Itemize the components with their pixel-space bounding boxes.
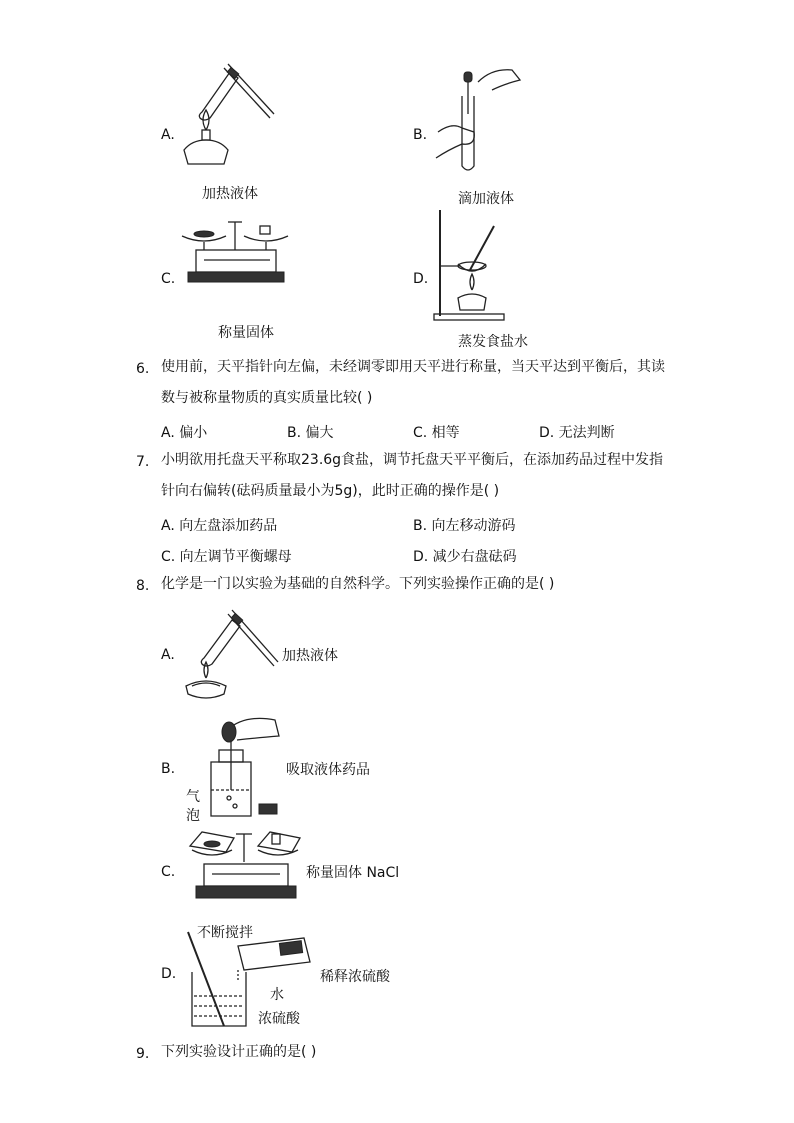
q6-choice-b: B. 偏大 xyxy=(287,425,334,441)
q8-option-b-letter: B. xyxy=(161,761,176,777)
dropping-liquid-icon xyxy=(432,62,532,180)
q6-text-line1: 使用前，天平指针向左偏，未经调零即用天平进行称量，当天平达到平衡后，其读 xyxy=(161,359,665,375)
q6-text-line2: 数与被称量物质的真实质量比较( ) xyxy=(161,390,373,406)
q8-number: 8. xyxy=(136,578,150,594)
balance-icon xyxy=(186,828,304,910)
q5-option-d-caption: 蒸发食盐水 xyxy=(458,334,528,350)
q8-option-c-label: 称量固体 NaCl xyxy=(306,865,400,881)
q6-choice-a: A. 偏小 xyxy=(161,425,208,441)
q8-option-d-note-acid: 浓硫酸 xyxy=(258,1011,300,1027)
q5-option-c-caption: 称量固体 xyxy=(218,325,274,341)
q7-choice-a: A. 向左盘添加药品 xyxy=(161,518,278,534)
q8-option-a-letter: A. xyxy=(161,647,175,663)
heating-liquid-icon xyxy=(180,62,280,172)
q5-option-c-letter: C. xyxy=(161,271,176,287)
heating-liquid-icon xyxy=(182,606,282,702)
q7-text-line2: 针向右偏转(砝码质量最小为5g)，此时正确的操作是( ) xyxy=(161,483,500,499)
q8-option-d-label: 稀释浓硫酸 xyxy=(320,969,390,985)
q8-option-d-note-stir: 不断搅拌 xyxy=(197,925,253,941)
q6-choice-c: C. 相等 xyxy=(413,425,460,441)
q8-text: 化学是一门以实验为基础的自然科学。下列实验操作正确的是( ) xyxy=(161,576,555,592)
q8-option-d-letter: D. xyxy=(161,966,177,982)
q7-text-line1: 小明欲用托盘天平称取23.6g食盐，调节托盘天平平衡后，在添加药品过程中发指 xyxy=(161,452,664,468)
q5-option-a-letter: A. xyxy=(161,127,175,143)
q5-option-b-letter: B. xyxy=(413,127,428,143)
q5-option-d-letter: D. xyxy=(413,271,429,287)
q9-number: 9. xyxy=(136,1046,150,1062)
evaporation-icon xyxy=(432,206,512,324)
q8-option-a-label: 加热液体 xyxy=(282,648,338,664)
q7-choice-c: C. 向左调节平衡螺母 xyxy=(161,549,292,565)
q6-choice-d: D. 无法判断 xyxy=(539,425,615,441)
q8-option-c-letter: C. xyxy=(161,864,176,880)
q8-option-d-note-water: 水 xyxy=(270,987,284,1003)
balance-icon xyxy=(180,218,290,298)
q6-number: 6. xyxy=(136,361,150,377)
q7-number: 7. xyxy=(136,454,150,470)
q8-option-b-label: 吸取液体药品 xyxy=(286,762,370,778)
q8-option-b-note-top: 气 xyxy=(186,789,200,805)
q8-option-b-note-bottom: 泡 xyxy=(186,808,200,824)
q9-text: 下列实验设计正确的是( ) xyxy=(161,1044,317,1060)
q5-option-b-caption: 滴加液体 xyxy=(458,191,514,207)
q5-option-a-caption: 加热液体 xyxy=(202,186,258,202)
pipette-bottle-icon xyxy=(205,710,285,822)
q7-choice-b: B. 向左移动游码 xyxy=(413,518,516,534)
q7-choice-d: D. 减少右盘砝码 xyxy=(413,549,517,565)
